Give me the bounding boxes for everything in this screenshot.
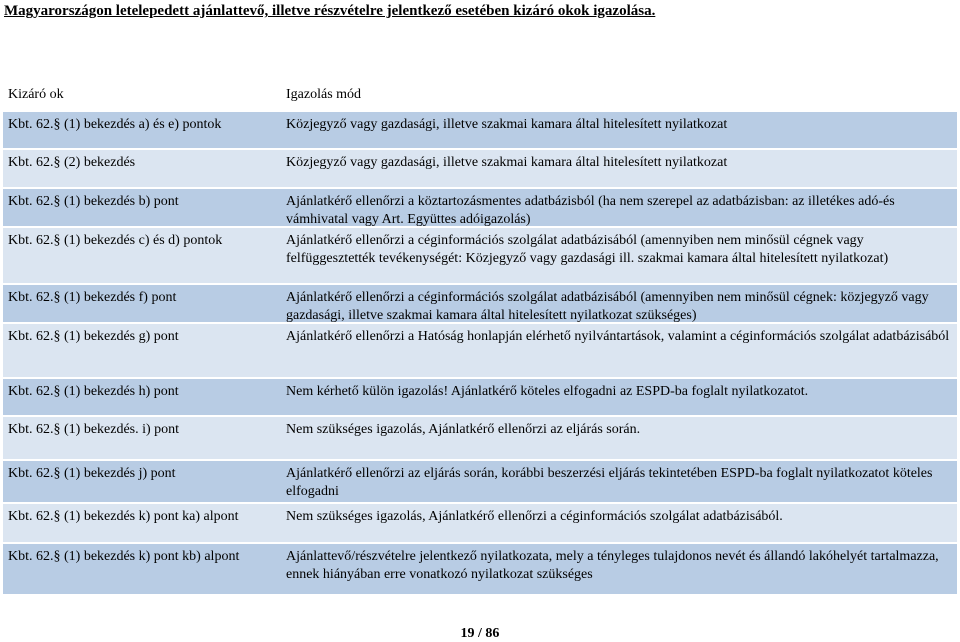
exclusion-reason-cell: Kbt. 62.§ (1) bekezdés k) pont ka) alpont	[8, 509, 239, 524]
proof-method-cell: Ajánlatkérő ellenőrzi a köztartozásmentes adatbázisból (ha nem szerepel az adatbázisban: az illetékes adó-és vámhivatal vagy Art. Együttes adóigazolás)	[286, 194, 895, 227]
table-row	[3, 502, 957, 542]
proof-method-cell: Ajánlatkérő ellenőrzi a céginformációs szolgálat adatbázisából (amennyiben nem minősül cégnek vagy felfüggesztették tevékenységét: Közjegyző vagy gazdasági ill. szakmai kamara által hitelesített nyilatkozat)	[286, 233, 889, 266]
proof-method-cell: Nem szükséges igazolás, Ajánlatkérő ellenőrzi a céginformációs szolgálat adatbázisából.	[286, 509, 783, 524]
proof-method-cell: Nem szükséges igazolás, Ajánlatkérő ellenőrzi az eljárás során.	[286, 422, 641, 437]
document-title: Magyarországon letelepedett ajánlattevő, illetve részvételre jelentkező esetében kizáró okok igazolása.	[4, 3, 656, 19]
exclusion-reason-cell: Kbt. 62.§ (1) bekezdés f) pont	[8, 290, 177, 305]
proof-method-cell: Ajánlattevő/részvételre jelentkező nyilatkozata, mely a tényleges tulajdonos nevét és állandó lakóhelyét tartalmazza, ennek hiányában erre vonatkozó nyilatkozat szükséges	[286, 549, 939, 582]
exclusion-table	[3, 80, 957, 594]
page-number: 19 / 86	[460, 626, 500, 641]
table-row	[3, 148, 957, 187]
exclusion-reason-cell: Kbt. 62.§ (1) bekezdés b) pont	[8, 194, 179, 209]
proof-method-cell: Közjegyző vagy gazdasági, illetve szakmai kamara által hitelesített nyilatkozat	[286, 155, 728, 170]
table-row	[3, 322, 957, 377]
exclusion-reason-cell: Kbt. 62.§ (1) bekezdés a) és e) pontok	[8, 117, 222, 132]
exclusion-reason-cell: Kbt. 62.§ (1) bekezdés g) pont	[8, 329, 179, 344]
table-header-row	[3, 80, 957, 110]
table-row	[3, 459, 957, 502]
header-proof-method: Igazolás mód	[286, 87, 362, 102]
proof-method-cell: Ajánlatkérő ellenőrzi az eljárás során, korábbi beszerzési eljárás tekintetében ESPD-ba foglalt nyilatkozatot köteles elfogadni	[286, 466, 933, 499]
table-row	[3, 415, 957, 459]
header-exclusion-reason: Kizáró ok	[8, 87, 64, 102]
exclusion-reason-cell: Kbt. 62.§ (1) bekezdés h) pont	[8, 384, 179, 399]
table-row	[3, 283, 957, 322]
proof-method-cell: Ajánlatkérő ellenőrzi a céginformációs szolgálat adatbázisából (amennyiben nem minősül cégnek: közjegyző vagy gazdasági, illetve szakmai kamara által hitelesített nyilatkozat szükséges)	[286, 290, 929, 323]
table-row	[3, 110, 957, 148]
table-row	[3, 187, 957, 226]
table-row	[3, 542, 957, 594]
proof-method-cell: Nem kérhető külön igazolás! Ajánlatkérő köteles elfogadni az ESPD-ba foglalt nyilatkozatot.	[286, 384, 809, 399]
exclusion-reason-cell: Kbt. 62.§ (1) bekezdés k) pont kb) alpont	[8, 549, 240, 564]
exclusion-reason-cell: Kbt. 62.§ (1) bekezdés. i) pont	[8, 422, 180, 437]
proof-method-cell: Ajánlatkérő ellenőrzi a Hatóság honlapján elérhető nyilvántartások, valamint a céginformációs szolgálat adatbázisából	[286, 329, 950, 344]
table-row	[3, 226, 957, 283]
table-row	[3, 377, 957, 415]
exclusion-reason-cell: Kbt. 62.§ (1) bekezdés c) és d) pontok	[8, 233, 223, 248]
exclusion-reason-cell: Kbt. 62.§ (2) bekezdés	[8, 155, 136, 170]
exclusion-reason-cell: Kbt. 62.§ (1) bekezdés j) pont	[8, 466, 176, 481]
proof-method-cell: Közjegyző vagy gazdasági, illetve szakmai kamara által hitelesített nyilatkozat	[286, 117, 728, 132]
